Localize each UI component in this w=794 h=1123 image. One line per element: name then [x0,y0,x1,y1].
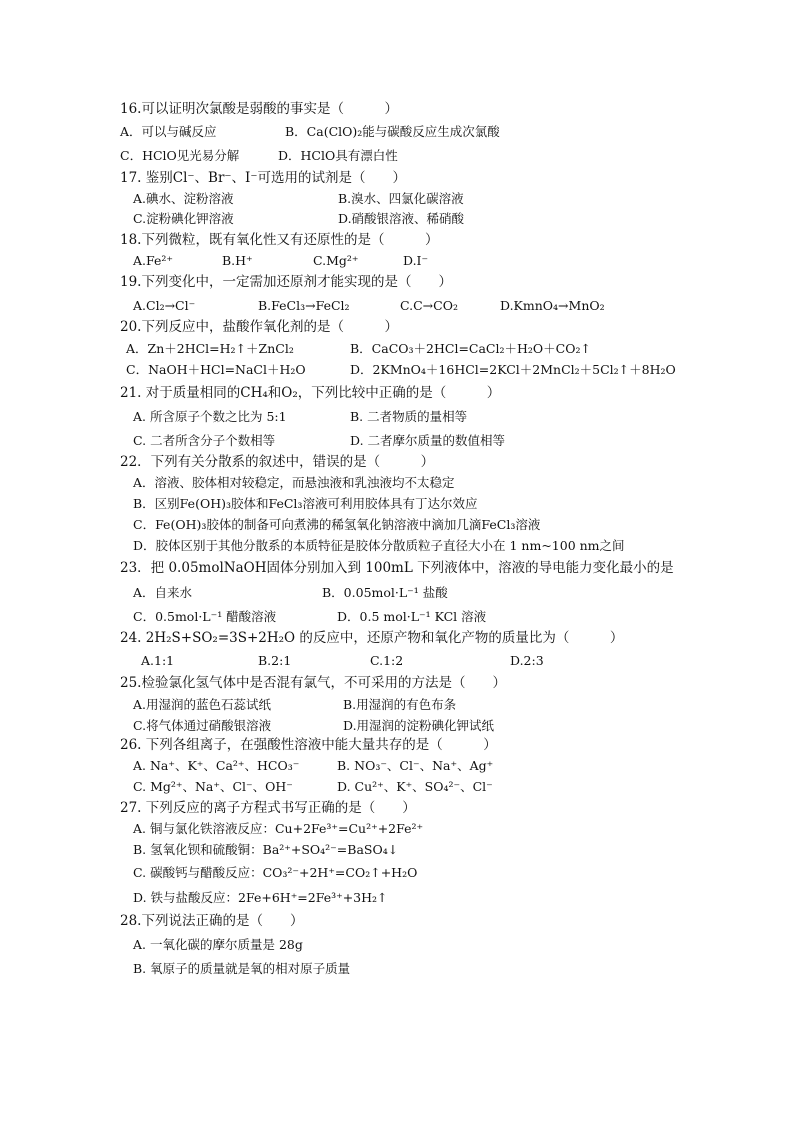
answer-option: C．HClO见光易分解 [120,148,240,163]
question-stem: 27. 下列反应的离子方程式书写正确的是（ ） [120,800,416,816]
answer-option: A．溶液、胶体相对较稳定，而悬浊液和乳浊液均不太稳定 [133,475,455,490]
question-stem: 25.检验氯化氢气体中是否混有氯气，不可采用的方法是（ ） [120,675,506,691]
question-stem: 23．把 0.05molNaOH固体分别加入到 100mL 下列液体中，溶液的导电能力变化最小的是 [120,560,674,576]
answer-option: D.2:3 [510,653,544,668]
answer-option: C.将气体通过硝酸银溶液 [133,718,272,733]
answer-option: A．自来水 [133,585,193,600]
answer-option: C.淀粉碘化钾溶液 [133,211,234,226]
question-stem: 19.下列变化中，一定需加还原剂才能实现的是（ ） [120,274,452,290]
question-stem: 21. 对于质量相同的CH₄和O₂，下列比较中正确的是（ ） [120,385,501,401]
question-stem: 16.可以证明次氯酸是弱酸的事实是（ ） [120,101,398,117]
question-stem: 28.下列说法正确的是（ ） [120,913,304,929]
answer-option: B. 氧原子的质量就是氧的相对原子质量 [133,961,351,976]
answer-option: C. 二者所含分子个数相等 [133,433,276,448]
question-stem: 24. 2H₂S+SO₂=3S+2H₂O 的反应中，还原产物和氧化产物的质量比为（ ） [120,630,624,646]
question-stem: 18.下列微粒，既有氧化性又有还原性的是（ ） [120,232,439,248]
answer-option: A.Fe²⁺ [133,253,173,268]
answer-option: B.H⁺ [222,253,253,268]
question-stem: 20.下列反应中，盐酸作氧化剂的是（ ） [120,319,398,335]
answer-option: C．0.5mol·L⁻¹ 醋酸溶液 [133,609,277,624]
answer-option: D．胶体区别于其他分散系的本质特征是胶体分散质粒子直径大小在 1 nm~100 nm之间 [133,538,625,553]
answer-option: B．CaCO₃＋2HCl=CaCl₂＋H₂O＋CO₂↑ [350,341,591,356]
answer-option: A.1:1 [141,653,175,668]
answer-option: B.溴水、四氯化碳溶液 [338,191,464,206]
answer-option: D．2KMnO₄＋16HCl=2KCl＋2MnCl₂＋5Cl₂↑＋8H₂O [350,362,676,377]
answer-option: B.FeCl₃→FeCl₂ [258,298,350,313]
answer-option: D.KmnO₄→MnO₂ [500,298,605,313]
answer-option: D．0.5 mol·L⁻¹ KCl 溶液 [337,609,487,624]
answer-option: B. 氢氧化钡和硫酸铜：Ba²⁺+SO₄²⁻=BaSO₄↓ [133,842,399,857]
answer-option: A. Na⁺、K⁺、Ca²⁺、HCO₃⁻ [133,758,300,773]
answer-option: D．HClO具有漂白性 [278,148,398,163]
answer-option: B.用湿润的有色布条 [343,697,457,712]
answer-option: B.2:1 [258,653,292,668]
question-stem: 22．下列有关分散系的叙述中，错误的是（ ） [120,454,435,470]
answer-option: D.I⁻ [403,253,429,268]
answer-option: D. Cu²⁺、K⁺、SO₄²⁻、Cl⁻ [337,779,493,794]
answer-option: A．可以与碱反应 [120,124,217,139]
answer-option: B. 二者物质的量相等 [350,409,468,424]
answer-option: C.Mg²⁺ [313,253,359,268]
answer-option: D. 铁与盐酸反应：2Fe+6H⁺=2Fe³⁺+3H₂↑ [133,890,388,905]
answer-option: C．NaOH＋HCl=NaCl＋H₂O [126,362,306,377]
answer-option: B．区别Fe(OH)₃胶体和FeCl₃溶液可利用胶体具有丁达尔效应 [133,496,478,511]
answer-option: A.碘水、淀粉溶液 [133,191,234,206]
answer-option: B. NO₃⁻、Cl⁻、Na⁺、Ag⁺ [337,758,494,773]
answer-option: A. 铜与氯化铁溶液反应：Cu+2Fe³⁺=Cu²⁺+2Fe²⁺ [133,821,424,836]
answer-option: C.1:2 [370,653,404,668]
answer-option: D. 二者摩尔质量的数值相等 [350,433,506,448]
answer-option: D.硝酸银溶液、稀硝酸 [338,211,465,226]
question-stem: 17. 鉴别Cl⁻、Br⁻、I⁻可选用的试剂是（ ） [120,170,406,186]
answer-option: B．0.05mol·L⁻¹ 盐酸 [322,585,448,600]
answer-option: C. 碳酸钙与醋酸反应：CO₃²⁻+2H⁺=CO₂↑+H₂O [133,865,418,880]
answer-option: C. Mg²⁺、Na⁺、Cl⁻、OH⁻ [133,779,293,794]
answer-option: C.C→CO₂ [400,298,458,313]
answer-option: A.用湿润的蓝色石蕊试纸 [133,697,272,712]
answer-option: C．Fe(OH)₃胶体的制备可向煮沸的稀氢氧化钠溶液中滴加几滴FeCl₃溶液 [133,517,541,532]
answer-option: A. 一氧化碳的摩尔质量是 28g [133,937,303,952]
answer-option: A.Cl₂→Cl⁻ [133,298,196,313]
answer-option: D.用湿润的淀粉碘化钾试纸 [343,718,495,733]
answer-option: A．Zn＋2HCl=H₂↑＋ZnCl₂ [126,341,294,356]
answer-option: A. 所含原子个数之比为 5:1 [133,409,287,424]
question-stem: 26. 下列各组离子，在强酸性溶液中能大量共存的是（ ） [120,737,497,753]
answer-option: B．Ca(ClO)₂能与碳酸反应生成次氯酸 [285,124,500,139]
